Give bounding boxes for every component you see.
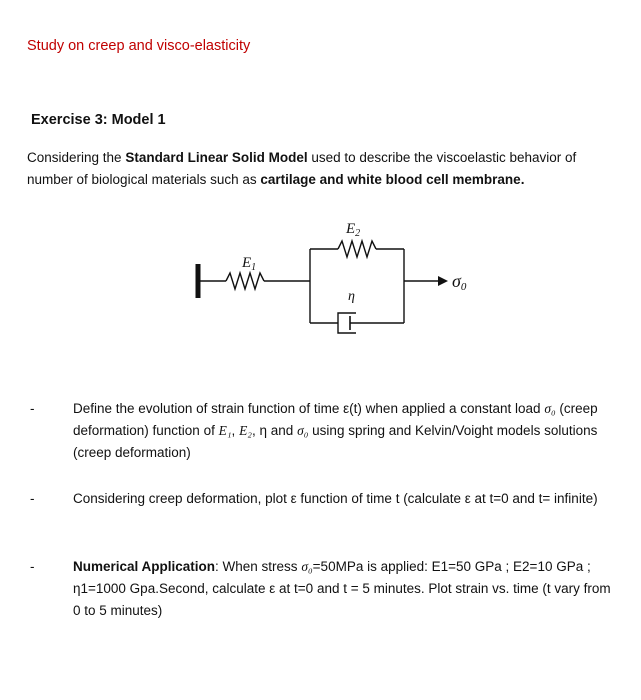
intro-text-1: Considering the xyxy=(27,150,126,165)
bullet-3-part: =50MPa is applied: E1=50 GPa ; E2=10 GPa ; η1=1000 Gpa.Second, calculate ε at t=0 and t = 5 minutes. Plot strain vs. time (t vary from 0 to 5 minutes) xyxy=(73,559,611,618)
sigma0-symbol: σ₀ xyxy=(544,401,556,416)
numerical-application-label: Numerical Application xyxy=(73,559,216,574)
bullet-1-part: using spring and Kelvin/Voight models solutions (creep deformation) xyxy=(73,423,598,460)
bullet-item-3 xyxy=(30,556,620,624)
intro-paragraph xyxy=(27,147,617,191)
label-e1: $E_1$ xyxy=(242,255,257,273)
spring-e2 xyxy=(338,241,376,257)
model-schematic xyxy=(180,210,500,350)
e1-symbol: E₁ xyxy=(218,423,232,438)
bullet-1-part: when applied a constant load xyxy=(361,401,545,416)
bullet-1-part: , xyxy=(231,423,240,438)
label-e2: $E_2$ xyxy=(346,221,361,239)
bullet-item-2 xyxy=(30,488,620,534)
spring-e1 xyxy=(226,273,264,289)
intro-bold-materials: cartilage and white blood cell membrane. xyxy=(260,172,525,187)
sigma0-symbol: σ₀ xyxy=(297,423,309,438)
intro-text-2: used to describe the viscoelastic behavior of number of biological materials such as xyxy=(27,150,577,187)
load-arrow-icon xyxy=(438,276,448,286)
bullet-2-text: Considering creep deformation, plot ε function of time t (calculate ε at t=0 and t= infinite) xyxy=(73,491,598,506)
label-eta: η xyxy=(348,289,355,304)
bullet-1-part: , η and xyxy=(252,423,298,438)
bullet-3-text xyxy=(73,556,620,622)
document-header: Study on creep and visco-elasticity xyxy=(27,38,251,54)
bullet-1-part: Define the evolution of strain function of time xyxy=(73,401,344,416)
e2-symbol: E₂ xyxy=(239,423,253,438)
strain-symbol: ε(t) xyxy=(343,401,362,416)
label-sigma0: σ0 xyxy=(452,271,467,293)
bullet-3-part: : When stress xyxy=(215,559,302,574)
bullet-dash: - xyxy=(30,559,35,574)
bullet-1-text xyxy=(73,398,620,464)
exercise-title: Exercise 3: Model 1 xyxy=(31,112,166,128)
standard-linear-solid-diagram xyxy=(180,210,500,350)
bullet-item-1 xyxy=(30,398,620,466)
sigma0-symbol: σ₀ xyxy=(301,559,313,574)
bullet-dash: - xyxy=(30,491,35,506)
bullet-1-part: (creep deformation) function of xyxy=(73,401,598,438)
bullet-dash: - xyxy=(30,401,35,416)
intro-bold-model: Standard Linear Solid Model xyxy=(125,150,308,165)
